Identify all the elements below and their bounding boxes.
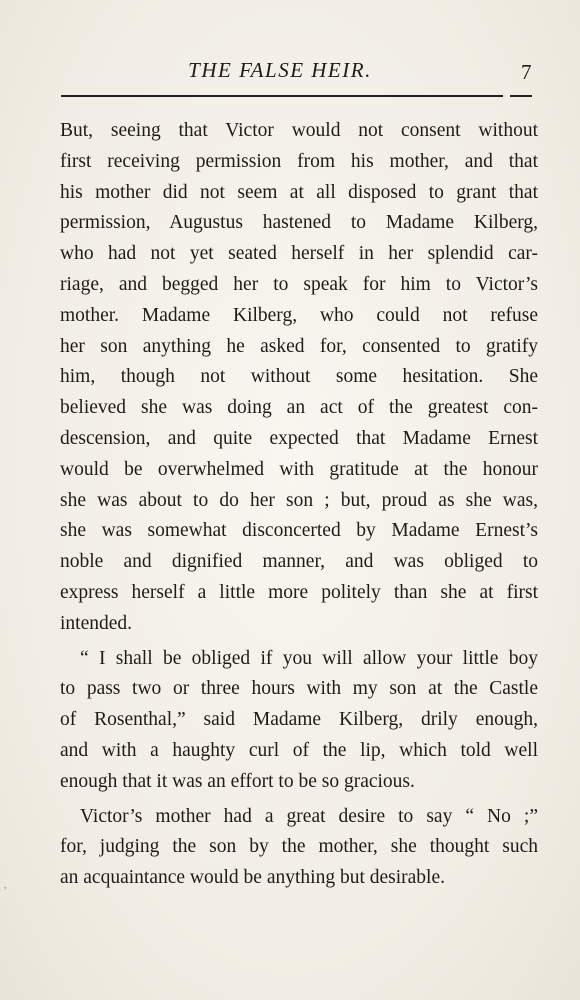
text-line: believed she was doing an act of the greatest con- <box>60 397 538 419</box>
paragraph <box>60 802 538 894</box>
text-line: enough that it was an effort to be so gracious. <box>60 770 415 792</box>
text-line: But, seeing that Victor would not consent without <box>60 120 538 141</box>
text-line: and with a haughty curl of the lip, which told well <box>60 739 538 761</box>
text-line: her son anything he asked for, consented to gratify <box>60 335 538 357</box>
text-line: mother. Madame Kilberg, who could not refuse <box>60 304 538 326</box>
text-line: first receiving permission from his mother, and that <box>60 150 538 172</box>
text-line: him, though not without some hesitation. She <box>60 366 538 388</box>
header-rule <box>61 95 503 97</box>
text-line: noble and dignified manner, and was obliged to <box>60 551 538 573</box>
running-title: THE FALSE HEIR. <box>188 58 372 82</box>
text-line: riage, and begged her to speak for him to Victor’s <box>60 273 538 295</box>
text-line: an acquaintance would be anything but desirable. <box>60 867 445 889</box>
page-number: 7 <box>521 60 532 84</box>
text-line: permission, Augustus hastened to Madame Kilberg, <box>60 212 538 234</box>
text-line: she was about to do her son ; but, proud as she was, <box>60 489 538 511</box>
body-text <box>60 116 538 898</box>
text-line: Victor’s mother had a great desire to say “ No ;” <box>80 805 538 827</box>
margin-speck: , <box>4 880 7 891</box>
page-header <box>0 58 580 98</box>
text-line: for, judging the son by the mother, she thought such <box>60 836 538 858</box>
text-line: would be overwhelmed with gratitude at the honour <box>60 458 538 480</box>
header-rule-short <box>510 95 532 97</box>
text-line: “ I shall be obliged if you will allow your little boy <box>80 647 538 669</box>
text-line: of Rosenthal,” said Madame Kilberg, drily enough, <box>60 709 538 731</box>
text-line: his mother did not seem at all disposed to grant that <box>60 181 538 203</box>
text-line: who had not yet seated herself in her splendid car- <box>60 243 538 265</box>
text-line: descension, and quite expected that Madame Ernest <box>60 427 538 449</box>
text-line: express herself a little more politely than she at first <box>60 581 538 603</box>
text-line: intended. <box>60 612 133 634</box>
text-line: to pass two or three hours with my son at the Castle <box>60 678 538 700</box>
text-line: she was somewhat disconcerted by Madame Ernest’s <box>60 520 538 542</box>
paragraph <box>60 116 538 640</box>
paragraph <box>60 644 538 798</box>
